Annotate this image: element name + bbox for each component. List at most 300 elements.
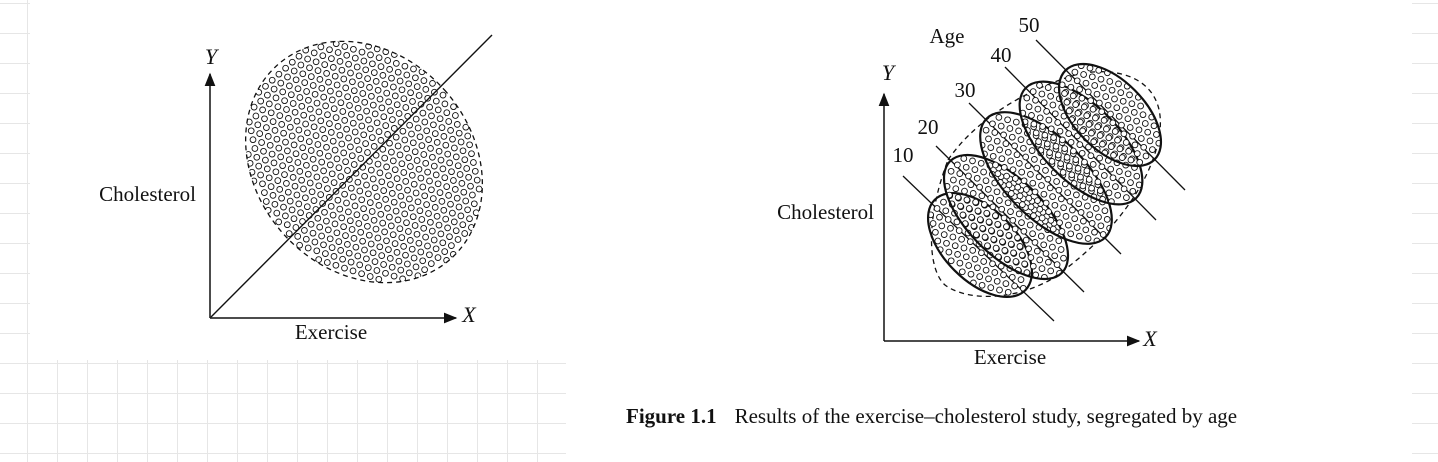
data-point [386,99,392,105]
data-point [930,221,936,227]
data-point [325,186,331,192]
data-point [1081,104,1087,110]
data-point [995,221,1001,227]
data-point [1040,124,1046,130]
data-point [419,143,425,149]
data-point [1121,131,1127,137]
data-point [354,64,360,70]
data-point [292,109,298,115]
data-point [1101,85,1107,91]
data-point [429,113,435,119]
data-point [404,146,410,152]
data-point [1089,221,1095,227]
data-point [1102,208,1108,214]
data-point [465,133,471,139]
data-point [979,250,985,256]
data-point [430,196,436,202]
data-point [286,157,292,163]
data-point [340,256,346,262]
data-point [950,234,956,240]
data-point [329,171,335,177]
data-point [992,130,998,136]
data-point [303,121,309,127]
data-point [341,224,347,230]
data-point [432,131,438,137]
data-point [405,261,411,267]
data-point [941,199,947,205]
data-point [993,162,999,168]
data-point [344,52,350,58]
data-point [997,147,1003,153]
data-point [470,192,476,198]
data-point [1044,141,1050,147]
data-point [371,70,377,76]
data-point [342,44,348,50]
data-point [972,167,978,173]
data-point [998,123,1004,129]
data-point [446,193,452,199]
data-point [253,113,259,119]
data-point [366,232,372,238]
data-point [357,188,363,194]
data-point [1024,95,1030,101]
data-point [299,103,305,109]
data-point [430,154,436,160]
data-point [440,92,446,98]
data-point [959,269,965,275]
data-point [939,223,945,229]
data-point [380,73,386,79]
data-point [368,241,374,247]
data-point [1119,122,1125,128]
data-point [1047,185,1053,191]
data-point [274,136,280,142]
data-point [1028,204,1034,210]
data-point [398,267,404,273]
data-point [392,93,398,99]
data-point [1064,155,1070,161]
data-point [396,258,402,264]
data-point [295,160,301,166]
data-point [392,167,398,173]
data-point [1081,218,1087,224]
caption-text: Results of the exercise–cholesterol study, segregated by age [734,404,1238,428]
data-point [1019,169,1025,175]
data-point [320,53,326,59]
data-point [414,231,420,237]
data-point [978,160,984,166]
data-point [440,240,446,246]
data-point [268,184,274,190]
data-point [295,234,301,240]
data-point [435,181,441,187]
data-point [434,213,440,219]
data-point [1088,98,1094,104]
data-point [442,249,448,255]
data-point [285,74,291,80]
data-point [1095,124,1101,130]
data-point [448,127,454,133]
data-point [449,243,455,249]
data-point [306,97,312,103]
data-point [373,226,379,232]
data-point [935,238,941,244]
data-point [1034,165,1040,171]
data-point [291,142,297,148]
data-point [342,118,348,124]
data-point [1010,217,1016,223]
data-point [296,201,302,207]
data-point [276,219,282,225]
data-point [1067,198,1073,204]
data-point [423,234,429,240]
data-point [1011,250,1017,256]
left-regression-line [211,35,492,317]
data-point [955,195,961,201]
data-point [436,148,442,154]
data-point [293,77,299,83]
data-point [388,108,394,114]
data-point [1047,150,1053,156]
data-point [350,268,356,274]
data-point [434,140,440,146]
data-point [1030,263,1036,269]
data-point [308,148,314,154]
data-point [410,99,416,105]
data-point [406,270,412,276]
data-point [367,274,373,280]
data-point [1025,163,1031,169]
data-point [341,150,347,156]
data-point [256,163,262,169]
data-point [439,199,445,205]
data-point [937,214,943,220]
data-point [1028,172,1034,178]
data-point [356,73,362,79]
data-point [379,105,385,111]
data-point [387,256,393,262]
data-point [433,98,439,104]
data-point [252,146,258,152]
data-point [1106,190,1112,196]
age-label-30: 30 [954,78,976,102]
data-point [476,186,482,192]
data-point [419,217,425,223]
data-point [409,131,415,137]
data-point [1138,103,1144,109]
data-point [333,262,339,268]
data-point [283,139,289,145]
data-point [300,145,306,151]
data-point [272,201,278,207]
data-point [981,202,987,208]
data-point [1090,162,1096,168]
data-point [331,180,337,186]
data-point [404,220,410,226]
data-point [420,258,426,264]
data-point [333,115,339,121]
data-point [1078,174,1084,180]
data-point [382,155,388,161]
data-point [377,96,383,102]
data-point [324,144,330,150]
data-point [964,197,970,203]
data-point [1070,93,1076,99]
data-point [1032,240,1038,246]
data-point [387,67,393,73]
data-point [1097,188,1103,194]
data-point [364,108,370,114]
data-point [1043,200,1049,206]
data-point [390,232,396,238]
data-point [361,206,367,212]
data-point [363,67,369,73]
data-point [438,157,444,163]
data-point [1078,210,1084,216]
data-point [371,217,377,223]
data-point [279,195,285,201]
data-point [280,89,286,95]
data-point [1119,155,1125,161]
data-point [417,208,423,214]
data-point [329,245,335,251]
data-point [351,88,357,94]
data-point [1104,181,1110,187]
data-point [403,252,409,258]
data-point [305,171,311,177]
data-point [1004,224,1010,230]
data-point [271,160,277,166]
data-point [400,202,406,208]
data-point [334,156,340,162]
data-point [1077,142,1083,148]
data-point [347,218,353,224]
data-point [1015,235,1021,241]
data-point [1085,203,1091,209]
data-point [1142,121,1148,127]
data-point [1002,248,1008,254]
data-point [1086,177,1092,183]
data-point [350,79,356,85]
data-point [309,189,315,195]
data-point [324,218,330,224]
data-point [994,138,1000,144]
data-point [421,152,427,158]
data-point [312,165,318,171]
data-point [418,249,424,255]
data-point [955,252,961,258]
data-point [1045,85,1051,91]
data-point [349,153,355,159]
data-point [977,184,983,190]
data-point [1107,79,1113,85]
data-point [467,216,473,222]
data-point [353,97,359,103]
data-point [1039,266,1045,272]
data-point [1110,175,1116,181]
data-point [312,239,318,245]
right-x-axis-label: X [1143,326,1157,351]
data-point [351,46,357,52]
data-point [961,245,967,251]
data-point [1012,226,1018,232]
data-point [1026,104,1032,110]
data-point [1036,174,1042,180]
data-point [1057,220,1063,226]
data-point [278,80,284,86]
data-point [436,222,442,228]
data-point [323,251,329,257]
data-point [314,248,320,254]
data-point [275,104,281,110]
data-point [1130,133,1136,139]
data-point [255,122,261,128]
data-point [370,61,376,67]
data-point [325,227,331,233]
data-point [258,98,264,104]
data-point [1132,142,1138,148]
data-point [1044,109,1050,115]
data-point [1021,178,1027,184]
data-point [407,122,413,128]
data-point [948,168,954,174]
data-point [966,173,972,179]
data-point [324,71,330,77]
data-point [379,179,385,185]
data-point [1115,192,1121,198]
data-point [416,240,422,246]
data-point [266,101,272,107]
data-point [1092,83,1098,89]
data-point [311,124,317,130]
data-point [1136,127,1142,133]
data-point [1021,145,1027,151]
data-point [287,198,293,204]
data-point [371,144,377,150]
data-point [368,167,374,173]
data-point [408,205,414,211]
data-point [985,187,991,193]
data-point [445,151,451,157]
data-point [332,73,338,79]
data-point [372,259,378,265]
data-point [941,232,947,238]
data-point [423,160,429,166]
data-point [1058,247,1064,253]
data-point [393,61,399,67]
data-point [359,49,365,55]
data-point [458,213,464,219]
data-point [1013,119,1019,125]
data-point [277,187,283,193]
data-point [296,127,302,133]
data-point [307,180,313,186]
data-point [415,125,421,131]
data-point [1032,189,1038,195]
data-point [1116,114,1122,120]
data-point [304,204,310,210]
data-point [1030,180,1036,186]
data-point [393,134,399,140]
data-point [1037,257,1043,263]
data-point [933,229,939,235]
data-point [413,190,419,196]
data-point [948,225,954,231]
data-point [397,226,403,232]
data-point [344,200,350,206]
data-point [290,175,296,181]
data-point [462,157,468,163]
data-point [383,123,389,129]
data-point [305,245,311,251]
data-point [986,219,992,225]
data-point [1058,161,1064,167]
data-point [422,267,428,273]
data-point [461,189,467,195]
data-point [1054,262,1060,268]
data-point [302,228,308,234]
data-point [426,137,432,143]
data-point [376,203,382,209]
data-point [975,265,981,271]
data-point [359,197,365,203]
data-point [435,107,441,113]
data-point [288,166,294,172]
data-point [425,243,431,249]
data-point [338,248,344,254]
data-point [392,241,398,247]
data-point [453,228,459,234]
data-point [1112,129,1118,135]
data-point [1055,120,1061,126]
data-point [1032,157,1038,163]
data-point [407,196,413,202]
data-point [994,189,1000,195]
data-point [345,94,351,100]
data-point [953,186,959,192]
data-point [411,66,417,72]
data-point [397,78,403,84]
data-point [319,233,325,239]
data-point [945,217,951,223]
data-point [1051,135,1057,141]
data-point [384,164,390,170]
data-point [286,116,292,122]
data-point [416,166,422,172]
data-point [283,213,289,219]
data-point [1000,239,1006,245]
data-point [1066,76,1072,82]
data-point [1141,144,1147,150]
data-point [1097,133,1103,139]
data-point [1140,112,1146,118]
data-point [304,162,310,168]
data-point [437,190,443,196]
data-point [1050,102,1056,108]
data-point [386,173,392,179]
data-point [335,197,341,203]
data-point [294,118,300,124]
data-point [1008,158,1014,164]
data-point [332,147,338,153]
data-point [284,107,290,113]
data-point [282,172,288,178]
data-point [251,104,257,110]
data-point [1018,137,1024,143]
data-point [383,270,389,276]
data-point [317,224,323,230]
data-point [1108,166,1114,172]
